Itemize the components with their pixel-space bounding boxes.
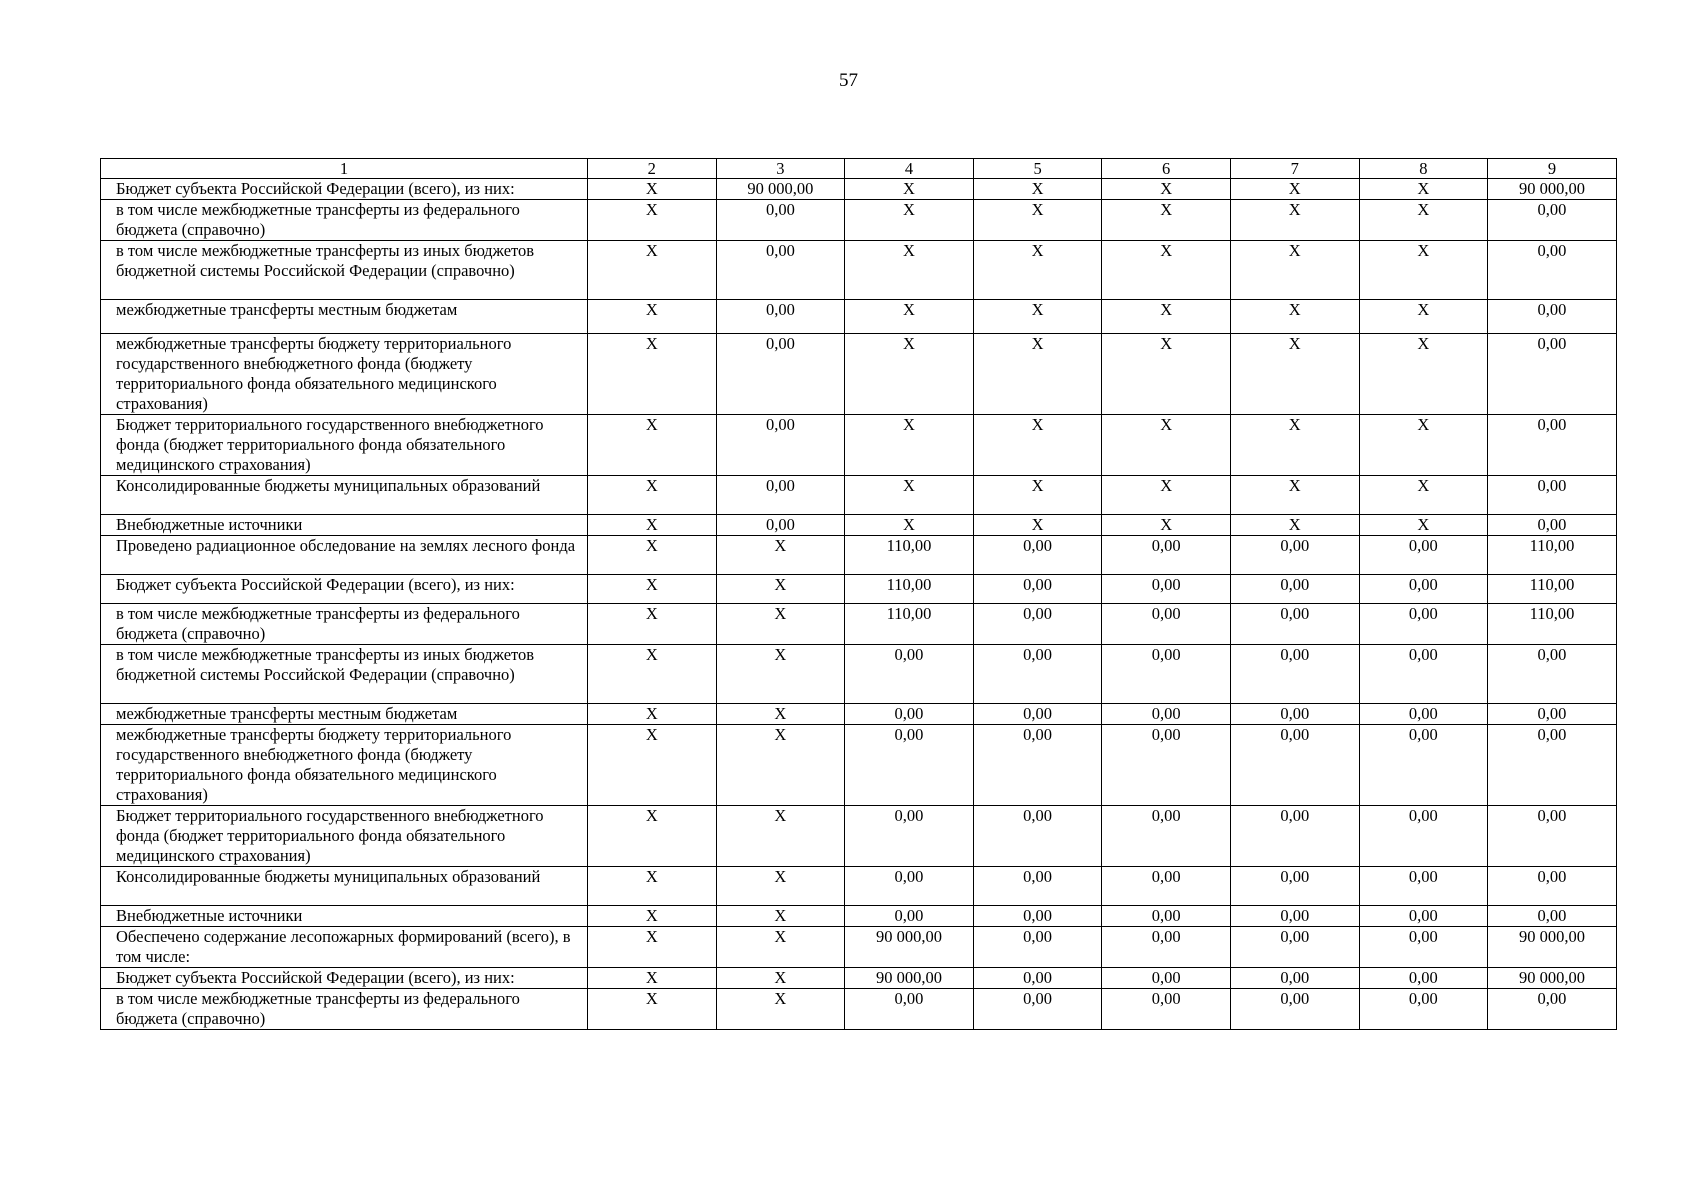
table-row (101, 927, 1617, 968)
table-cell: 0,00 (1102, 927, 1231, 968)
table-cell: X (588, 179, 717, 200)
page-number: 57 (839, 70, 858, 91)
row-label: в том числе межбюджетные трансферты из иных бюджетов бюджетной системы Российской Федерации (справочно) (101, 645, 588, 704)
table-cell: X (588, 300, 717, 334)
table-cell: X (1230, 200, 1359, 241)
table-row (101, 806, 1617, 867)
table-cell: 0,00 (716, 241, 845, 300)
table-cell: 0,00 (1359, 806, 1488, 867)
table-cell: X (973, 300, 1102, 334)
row-label: Консолидированные бюджеты муниципальных образований (101, 867, 588, 906)
table-cell: 0,00 (1102, 867, 1231, 906)
table-cell: X (716, 725, 845, 806)
table-cell: 0,00 (1230, 968, 1359, 989)
table-cell: 0,00 (1488, 241, 1617, 300)
table-cell: 0,00 (845, 806, 974, 867)
table-cell: 0,00 (1488, 867, 1617, 906)
table-cell: X (845, 200, 974, 241)
table-cell: 110,00 (1488, 575, 1617, 604)
table-cell: 0,00 (1102, 906, 1231, 927)
table-cell: X (845, 241, 974, 300)
table-cell: X (716, 536, 845, 575)
table-cell: 0,00 (1230, 867, 1359, 906)
row-label: Бюджет субъекта Российской Федерации (всего), из них: (101, 968, 588, 989)
table-cell: X (716, 704, 845, 725)
table-cell: X (1102, 179, 1231, 200)
row-label: межбюджетные трансферты местным бюджетам (101, 300, 588, 334)
table-cell: X (1230, 334, 1359, 415)
table-cell: 0,00 (1488, 806, 1617, 867)
table-cell: 90 000,00 (845, 968, 974, 989)
table-cell: X (1230, 476, 1359, 515)
table-cell: 110,00 (845, 536, 974, 575)
table-cell: 0,00 (1102, 575, 1231, 604)
table-cell: 90 000,00 (1488, 179, 1617, 200)
table-cell: X (588, 927, 717, 968)
table-cell: X (1359, 300, 1488, 334)
row-label: Внебюджетные источники (101, 515, 588, 536)
table-cell: X (588, 906, 717, 927)
table-cell: X (845, 515, 974, 536)
table-cell: 0,00 (1488, 645, 1617, 704)
row-label: межбюджетные трансферты бюджету территориального государственного внебюджетного фонда (бюджету территориального фонда обязательного медицинского страхования) (101, 334, 588, 415)
table-cell: 0,00 (1102, 725, 1231, 806)
table-cell: X (845, 476, 974, 515)
table-row (101, 645, 1617, 704)
table-cell: X (1359, 334, 1488, 415)
row-label: в том числе межбюджетные трансферты из федерального бюджета (справочно) (101, 989, 588, 1030)
table-cell: X (588, 989, 717, 1030)
table-row (101, 200, 1617, 241)
column-header: 6 (1102, 159, 1231, 179)
table-cell: 0,00 (716, 200, 845, 241)
table-cell: 0,00 (1488, 704, 1617, 725)
table-cell: X (1102, 334, 1231, 415)
table-cell: 110,00 (1488, 604, 1617, 645)
table-row (101, 334, 1617, 415)
table-cell: X (1102, 476, 1231, 515)
table-cell: X (716, 867, 845, 906)
table-cell: 110,00 (1488, 536, 1617, 575)
table-cell: 0,00 (1230, 536, 1359, 575)
table-row (101, 536, 1617, 575)
table-cell: X (1230, 300, 1359, 334)
table-cell: 0,00 (973, 645, 1102, 704)
row-label: Обеспечено содержание лесопожарных формирований (всего), в том числе: (101, 927, 588, 968)
table-cell: 0,00 (845, 645, 974, 704)
table-cell: 0,00 (1230, 575, 1359, 604)
table-cell: X (716, 806, 845, 867)
table-row (101, 515, 1617, 536)
table-cell: 0,00 (1359, 989, 1488, 1030)
table-cell: X (716, 927, 845, 968)
table-cell: X (845, 415, 974, 476)
table-cell: X (588, 645, 717, 704)
table-cell: 0,00 (1102, 704, 1231, 725)
row-label: Бюджет территориального государственного внебюджетного фонда (бюджет территориального фонда обязательного медицинского страхования) (101, 415, 588, 476)
table-cell: X (1230, 241, 1359, 300)
table-cell: 0,00 (973, 604, 1102, 645)
table-cell: X (588, 867, 717, 906)
table-cell: X (588, 604, 717, 645)
table-row (101, 476, 1617, 515)
table-cell: X (588, 415, 717, 476)
table-cell: 0,00 (1359, 867, 1488, 906)
table-cell: 0,00 (973, 989, 1102, 1030)
row-label: межбюджетные трансферты бюджету территориального государственного внебюджетного фонда (бюджету территориального фонда обязательного медицинского страхования) (101, 725, 588, 806)
table-row (101, 725, 1617, 806)
table-cell: 0,00 (1359, 536, 1488, 575)
table-cell: 0,00 (1359, 725, 1488, 806)
table-cell: 0,00 (716, 334, 845, 415)
table-cell: 0,00 (1488, 476, 1617, 515)
table-cell: 90 000,00 (1488, 927, 1617, 968)
table-cell: X (588, 968, 717, 989)
table-cell: X (1102, 241, 1231, 300)
table-cell: 0,00 (973, 806, 1102, 867)
table-cell: X (716, 989, 845, 1030)
table-cell: X (1102, 515, 1231, 536)
table-row (101, 241, 1617, 300)
table-cell: X (588, 536, 717, 575)
table-cell: 0,00 (716, 415, 845, 476)
table-cell: 0,00 (1230, 989, 1359, 1030)
table-cell: X (1102, 200, 1231, 241)
table-cell: 0,00 (1359, 575, 1488, 604)
row-label: Консолидированные бюджеты муниципальных образований (101, 476, 588, 515)
table-cell: 0,00 (973, 575, 1102, 604)
table-cell: X (973, 415, 1102, 476)
table-cell: 0,00 (1102, 645, 1231, 704)
table-row (101, 604, 1617, 645)
table-cell: 0,00 (1359, 968, 1488, 989)
table-cell: X (973, 200, 1102, 241)
table-cell: X (1359, 476, 1488, 515)
table-cell: 0,00 (1359, 906, 1488, 927)
table-cell: 0,00 (1488, 725, 1617, 806)
table-cell: X (716, 575, 845, 604)
table-row (101, 989, 1617, 1030)
table-cell: 0,00 (1102, 604, 1231, 645)
table-cell: 0,00 (1230, 906, 1359, 927)
table-cell: X (1359, 241, 1488, 300)
table-cell: 0,00 (1359, 704, 1488, 725)
table-cell: X (588, 334, 717, 415)
table-cell: 0,00 (716, 300, 845, 334)
row-label: Бюджет территориального государственного внебюджетного фонда (бюджет территориального фонда обязательного медицинского страхования) (101, 806, 588, 867)
column-header: 2 (588, 159, 717, 179)
table-cell: 0,00 (1488, 200, 1617, 241)
row-label: Бюджет субъекта Российской Федерации (всего), из них: (101, 179, 588, 200)
table-cell: X (1359, 415, 1488, 476)
table-cell: 0,00 (1230, 927, 1359, 968)
table-cell: 0,00 (1359, 645, 1488, 704)
table-cell: 110,00 (845, 575, 974, 604)
table-cell: 0,00 (1230, 806, 1359, 867)
table-cell: X (716, 968, 845, 989)
table-cell: 0,00 (1102, 968, 1231, 989)
table-cell: 0,00 (973, 536, 1102, 575)
table-cell: X (973, 241, 1102, 300)
table-cell: 0,00 (1230, 604, 1359, 645)
table-row (101, 968, 1617, 989)
row-label: в том числе межбюджетные трансферты из иных бюджетов бюджетной системы Российской Федерации (справочно) (101, 241, 588, 300)
table-cell: 0,00 (716, 515, 845, 536)
table-row (101, 906, 1617, 927)
table-cell: X (716, 604, 845, 645)
budget-table (100, 158, 1617, 1030)
column-header: 1 (101, 159, 588, 179)
table-cell: 0,00 (1230, 645, 1359, 704)
table-cell: 0,00 (716, 476, 845, 515)
row-label: Бюджет субъекта Российской Федерации (всего), из них: (101, 575, 588, 604)
table-cell: 0,00 (1488, 415, 1617, 476)
table-row (101, 300, 1617, 334)
table-row (101, 575, 1617, 604)
table-cell: 0,00 (845, 725, 974, 806)
table-cell: 0,00 (1488, 989, 1617, 1030)
table-cell: 0,00 (1102, 536, 1231, 575)
row-label: Проведено радиационное обследование на землях лесного фонда (101, 536, 588, 575)
table-cell: X (1102, 300, 1231, 334)
table-cell: X (973, 179, 1102, 200)
column-header: 4 (845, 159, 974, 179)
table-cell: 0,00 (1359, 927, 1488, 968)
table-cell: X (716, 645, 845, 704)
table-cell: 0,00 (973, 704, 1102, 725)
table-cell: 0,00 (1230, 704, 1359, 725)
table-cell: X (588, 575, 717, 604)
table-cell: 90 000,00 (845, 927, 974, 968)
table-cell: X (588, 241, 717, 300)
table-cell: X (1230, 179, 1359, 200)
table-cell: X (973, 334, 1102, 415)
table-cell: X (588, 704, 717, 725)
table-cell: 90 000,00 (1488, 968, 1617, 989)
column-header: 7 (1230, 159, 1359, 179)
table-cell: 0,00 (845, 989, 974, 1030)
table-cell: 110,00 (845, 604, 974, 645)
table-cell: X (845, 334, 974, 415)
table-cell: X (588, 806, 717, 867)
table-cell: X (588, 515, 717, 536)
row-label: Внебюджетные источники (101, 906, 588, 927)
table-cell: X (1230, 415, 1359, 476)
column-header: 9 (1488, 159, 1617, 179)
table-cell: X (1359, 179, 1488, 200)
table-cell: X (1230, 515, 1359, 536)
table-cell: 0,00 (1488, 334, 1617, 415)
table-cell: 0,00 (1102, 989, 1231, 1030)
table-body (101, 179, 1617, 1030)
table-cell: X (716, 906, 845, 927)
table-cell: X (845, 179, 974, 200)
table-cell: X (1102, 415, 1231, 476)
table-cell: X (588, 200, 717, 241)
column-header: 3 (716, 159, 845, 179)
column-header: 8 (1359, 159, 1488, 179)
table-cell: X (1359, 515, 1488, 536)
table-cell: 0,00 (973, 725, 1102, 806)
row-label: в том числе межбюджетные трансферты из федерального бюджета (справочно) (101, 604, 588, 645)
table-cell: 0,00 (973, 968, 1102, 989)
table-row (101, 867, 1617, 906)
table-cell: X (973, 515, 1102, 536)
table-cell: 0,00 (973, 927, 1102, 968)
column-header: 5 (973, 159, 1102, 179)
table-cell: 0,00 (1230, 725, 1359, 806)
table-cell: 90 000,00 (716, 179, 845, 200)
table-cell: 0,00 (845, 867, 974, 906)
table-cell: 0,00 (845, 704, 974, 725)
table-row (101, 415, 1617, 476)
table-cell: 0,00 (973, 906, 1102, 927)
row-label: в том числе межбюджетные трансферты из федерального бюджета (справочно) (101, 200, 588, 241)
table-cell: 0,00 (1102, 806, 1231, 867)
table-row (101, 179, 1617, 200)
table-cell: X (845, 300, 974, 334)
table-cell: X (588, 476, 717, 515)
table-row (101, 704, 1617, 725)
table-cell: X (973, 476, 1102, 515)
table-cell: 0,00 (1488, 300, 1617, 334)
table-header-row (101, 159, 1617, 179)
table-cell: 0,00 (845, 906, 974, 927)
table-cell: 0,00 (1488, 515, 1617, 536)
table-cell: 0,00 (1488, 906, 1617, 927)
table-cell: X (588, 725, 717, 806)
table-cell: 0,00 (973, 867, 1102, 906)
table-cell: 0,00 (1359, 604, 1488, 645)
table-cell: X (1359, 200, 1488, 241)
row-label: межбюджетные трансферты местным бюджетам (101, 704, 588, 725)
